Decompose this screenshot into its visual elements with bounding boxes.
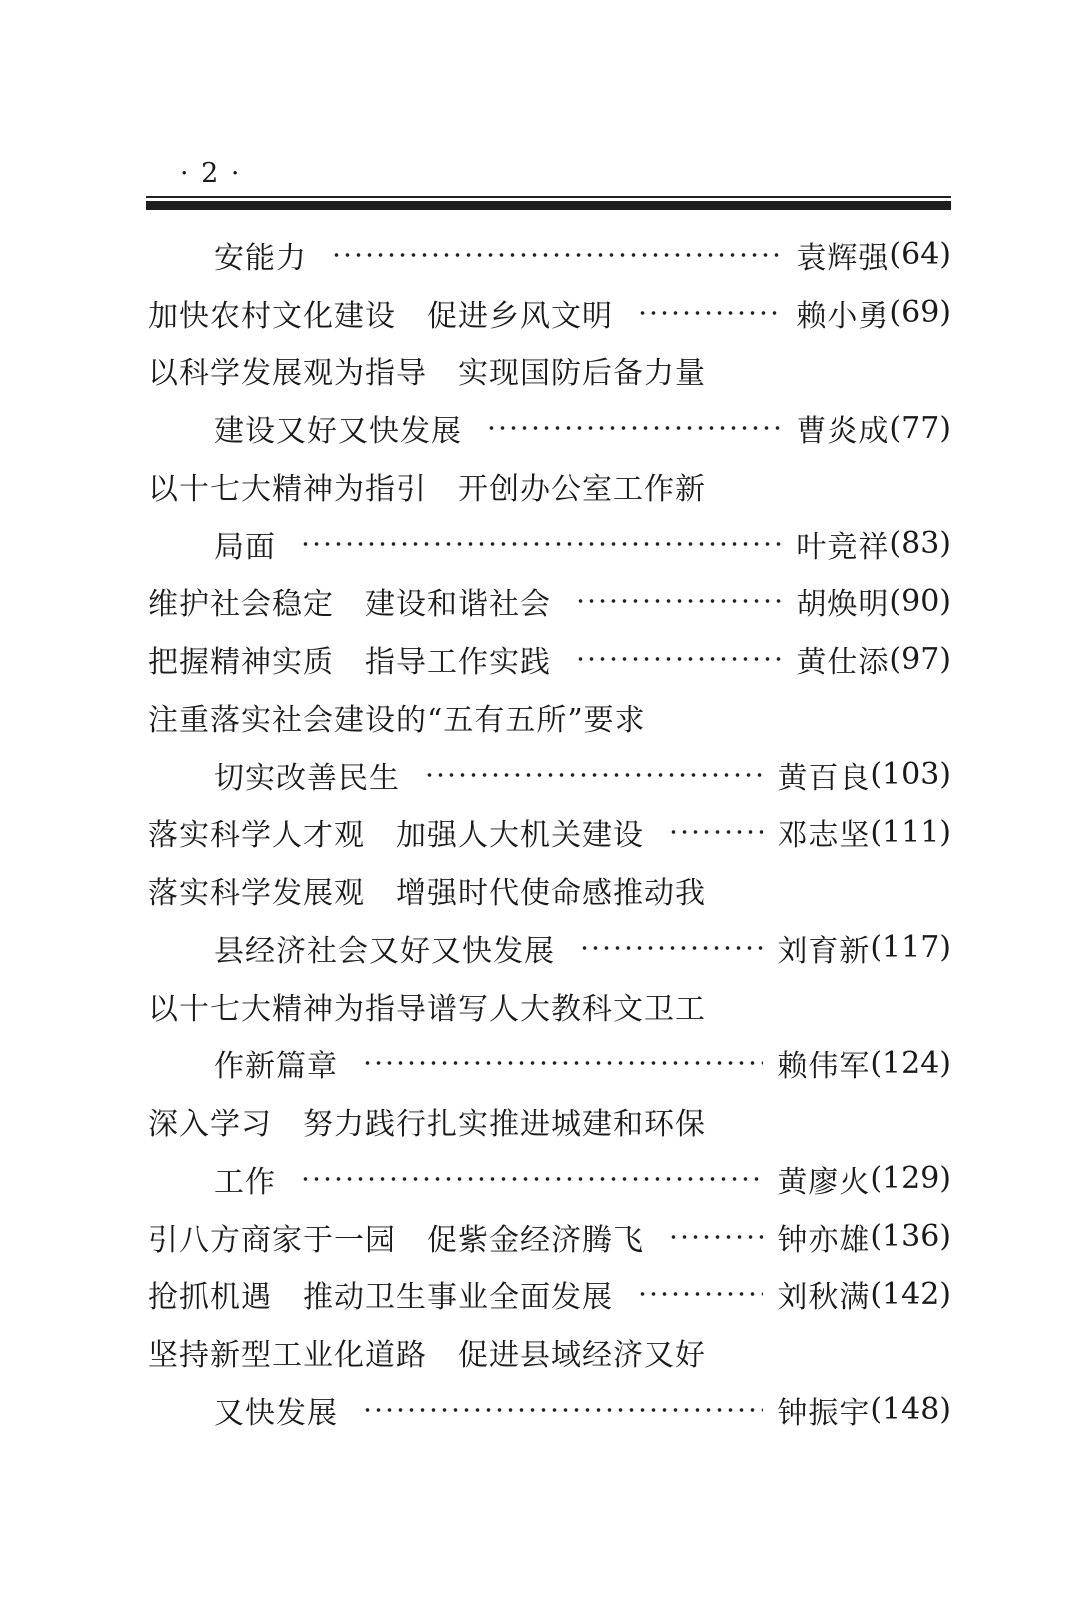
toc-entry-ref	[796, 291, 951, 335]
toc-title: 作新篇章	[214, 1049, 338, 1085]
toc-leader-dots	[331, 249, 782, 261]
toc-author: 胡焕明	[796, 587, 890, 623]
toc-entry-ref	[777, 753, 951, 797]
toc-row	[148, 630, 951, 688]
toc-leader-dots	[668, 1231, 763, 1243]
toc-page-number: (136)	[870, 1219, 951, 1255]
toc-row	[148, 688, 951, 746]
toc-leader-dots	[668, 826, 763, 838]
toc-leader-dots	[637, 307, 782, 319]
toc-leader-dots	[300, 538, 782, 550]
toc-row	[148, 1035, 951, 1093]
toc-row	[148, 515, 951, 573]
toc-page-number: (97)	[889, 641, 951, 677]
toc-page-number: (103)	[870, 757, 951, 793]
toc-entry-ref	[777, 1215, 951, 1259]
toc-entry-ref	[777, 1388, 951, 1432]
toc-row	[148, 399, 951, 457]
toc-author: 黄仕添	[796, 645, 890, 681]
toc-author: 叶竞祥	[796, 529, 890, 565]
toc-page-number: (142)	[870, 1276, 951, 1312]
toc-author: 赖伟军	[777, 1049, 871, 1085]
toc-title: 切实改善民生	[214, 760, 400, 796]
toc-row	[148, 1092, 951, 1150]
toc-row	[148, 226, 951, 284]
toc-entry-ref	[777, 810, 951, 854]
toc-page-number: (117)	[870, 930, 951, 966]
toc-entry-ref	[796, 233, 951, 277]
header-rule-thick	[146, 201, 951, 210]
table-of-contents	[148, 226, 951, 1439]
toc-author: 曹炎成	[796, 414, 890, 450]
toc-entry-ref	[796, 579, 951, 623]
toc-title: 把握精神实质 指导工作实践	[148, 645, 551, 681]
toc-author: 钟振宇	[777, 1395, 871, 1431]
toc-leader-dots	[486, 422, 782, 434]
toc-row	[148, 1323, 951, 1381]
toc-row	[148, 573, 951, 631]
page-number: · 2 ·	[180, 158, 242, 189]
toc-entry-ref	[777, 1157, 951, 1201]
toc-title: 又快发展	[214, 1395, 338, 1431]
toc-page-number: (129)	[870, 1161, 951, 1197]
toc-row	[148, 861, 951, 919]
toc-row	[148, 284, 951, 342]
toc-page-number: (77)	[889, 410, 951, 446]
toc-row	[148, 1150, 951, 1208]
toc-author: 钟亦雄	[777, 1222, 871, 1258]
toc-page-number: (124)	[870, 1045, 951, 1081]
toc-author: 邓志坚	[777, 818, 871, 854]
toc-title: 以十七大精神为指引 开创办公室工作新	[148, 471, 706, 507]
toc-title: 工作	[214, 1164, 276, 1200]
toc-leader-dots	[362, 1404, 763, 1416]
toc-title: 县经济社会又好又快发展	[214, 933, 555, 969]
toc-entry-ref	[777, 1041, 951, 1085]
toc-leader-dots	[575, 653, 782, 665]
toc-page-number: (148)	[870, 1392, 951, 1428]
toc-page-number: (69)	[889, 295, 951, 331]
toc-page-number: (90)	[889, 583, 951, 619]
toc-entry-ref	[796, 637, 951, 681]
toc-title: 落实科学发展观 增强时代使命感推动我	[148, 876, 706, 912]
toc-leader-dots	[300, 1173, 763, 1185]
toc-author: 刘育新	[777, 933, 871, 969]
toc-row	[148, 1266, 951, 1324]
toc-title: 安能力	[214, 240, 307, 276]
toc-page-number: (111)	[870, 814, 951, 850]
toc-entry-ref	[796, 522, 951, 566]
header-rule-thin	[146, 196, 951, 198]
toc-leader-dots	[362, 1057, 763, 1069]
toc-page-number: (64)	[889, 237, 951, 273]
toc-row	[148, 1208, 951, 1266]
toc-entry-ref	[777, 926, 951, 970]
toc-row	[148, 804, 951, 862]
toc-title: 加快农村文化建设 促进乡风文明	[148, 298, 613, 334]
toc-leader-dots	[637, 1288, 763, 1300]
toc-row	[148, 919, 951, 977]
toc-title: 深入学习 努力践行扎实推进城建和环保	[148, 1107, 706, 1143]
toc-author: 赖小勇	[796, 298, 890, 334]
toc-title: 建设又好又快发展	[214, 414, 462, 450]
toc-title: 维护社会稳定 建设和谐社会	[148, 587, 551, 623]
toc-title: 以十七大精神为指导谱写人大教科文卫工	[148, 991, 706, 1027]
toc-page-number: (83)	[889, 526, 951, 562]
toc-title: 落实科学人才观 加强人大机关建设	[148, 818, 644, 854]
toc-title: 引八方商家于一园 促紫金经济腾飞	[148, 1222, 644, 1258]
toc-leader-dots	[575, 595, 782, 607]
toc-leader-dots	[424, 769, 763, 781]
toc-author: 袁辉强	[796, 240, 890, 276]
toc-leader-dots	[579, 942, 763, 954]
toc-author: 刘秋满	[777, 1280, 871, 1316]
toc-row	[148, 977, 951, 1035]
toc-row	[148, 457, 951, 515]
toc-row	[148, 1381, 951, 1439]
toc-entry-ref	[796, 406, 951, 450]
toc-row	[148, 746, 951, 804]
toc-title: 以科学发展观为指导 实现国防后备力量	[148, 356, 706, 392]
toc-title: 注重落实社会建设的“五有五所”要求	[148, 702, 646, 738]
toc-title: 坚持新型工业化道路 促进县域经济又好	[148, 1338, 706, 1374]
toc-title: 抢抓机遇 推动卫生事业全面发展	[148, 1280, 613, 1316]
toc-row	[148, 342, 951, 400]
toc-author: 黄百良	[777, 760, 871, 796]
toc-author: 黄廖火	[777, 1164, 871, 1200]
toc-entry-ref	[777, 1272, 951, 1316]
toc-title: 局面	[214, 529, 276, 565]
